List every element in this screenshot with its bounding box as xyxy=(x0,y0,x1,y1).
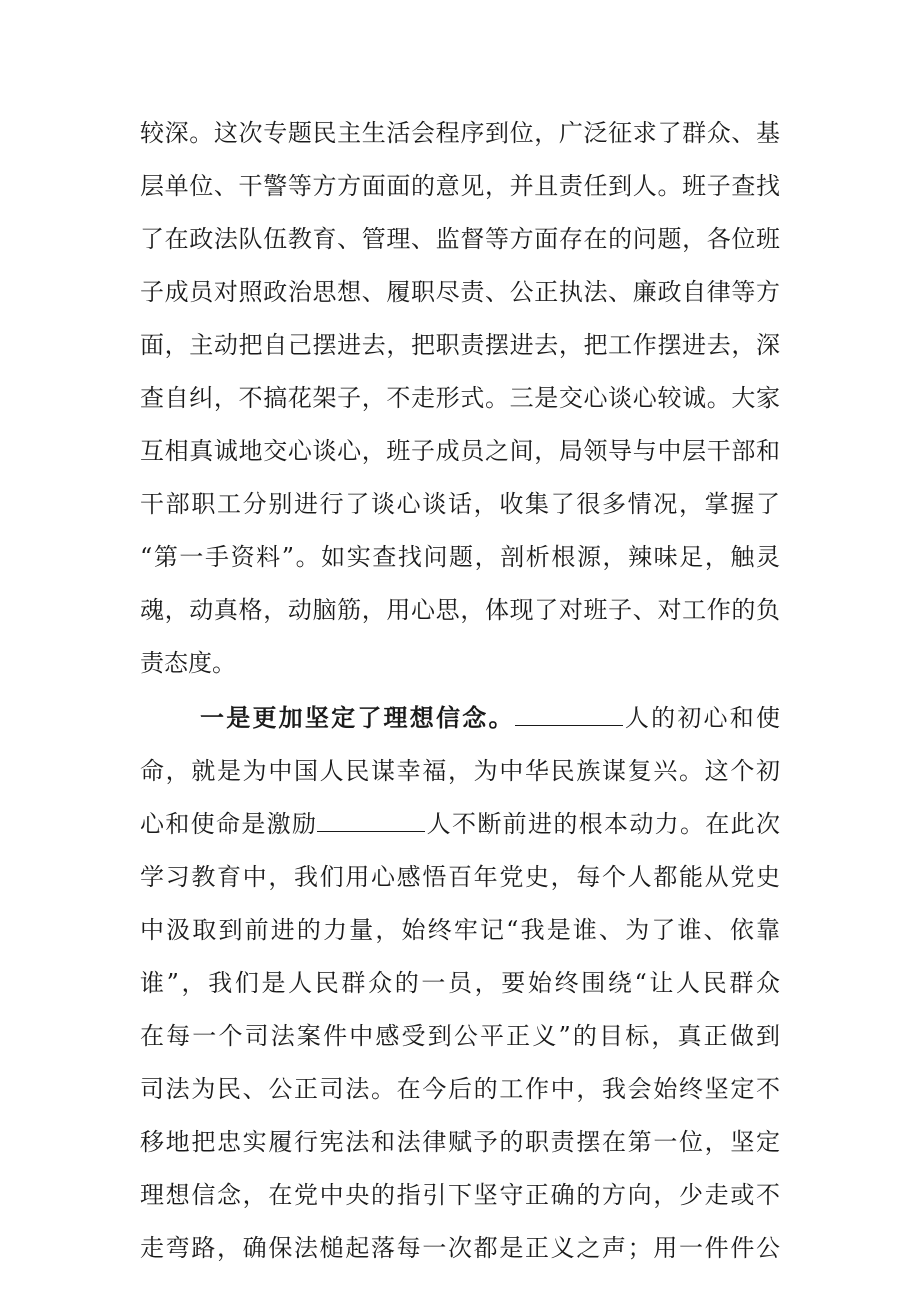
section-heading: 一是更加坚定了理想信念。 xyxy=(200,703,515,732)
paragraph-line: 层单位、干警等方方面面的意见，并且责任到人。班子查找 xyxy=(140,172,780,200)
paragraph-line: 子成员对照政治思想、履职尽责、公正执法、廉政自律等方 xyxy=(140,278,780,306)
paragraph-line: “第一手资料”。如实查找问题，剖析根源，辣味足，触灵 xyxy=(140,543,780,571)
text-span: 人不断前进的根本动力。在此次 xyxy=(425,810,781,838)
paragraph-line: 较深。这次专题民主生活会程序到位，广泛征求了群众、基 xyxy=(140,119,780,147)
paragraph-line: 责态度。 xyxy=(140,649,236,677)
paragraph-line: 命，就是为中国人民谋幸福，为中华民族谋复兴。这个初 xyxy=(140,757,780,785)
paragraph-line: 互相真诚地交心谈心，班子成员之间，局领导与中层干部和 xyxy=(140,437,780,465)
text-span: 人的初心和使 xyxy=(622,704,781,732)
blank-underline xyxy=(317,809,425,832)
blank-underline xyxy=(515,703,623,726)
paragraph-line: 魂，动真格，动脑筋，用心思，体现了对班子、对工作的负 xyxy=(140,596,780,624)
paragraph-line: 移地把忠实履行宪法和法律赋予的职责摆在第一位，坚定 xyxy=(140,1128,780,1156)
paragraph-line-heading xyxy=(200,703,780,733)
paragraph-line: 干部职工分别进行了谈心谈话，收集了很多情况，掌握了 xyxy=(140,490,780,518)
paragraph-line: 在每一个司法案件中感受到公平正义”的目标，真正做到 xyxy=(140,1022,780,1050)
paragraph-line: 查自纠，不搞花架子，不走形式。三是交心谈心较诚。大家 xyxy=(140,384,780,412)
paragraph-line: 司法为民、公正司法。在今后的工作中，我会始终坚定不 xyxy=(140,1075,780,1103)
paragraph-line: 中汲取到前进的力量，始终牢记“我是谁、为了谁、依靠 xyxy=(140,916,780,944)
paragraph-line: 了在政法队伍教育、管理、监督等方面存在的问题，各位班 xyxy=(140,225,780,253)
paragraph-line: 谁”，我们是人民群众的一员，要始终围绕“让人民群众 xyxy=(140,969,780,997)
paragraph-line: 面，主动把自己摆进去，把职责摆进去，把工作摆进去，深 xyxy=(140,331,780,359)
text-span: 心和使命是激励 xyxy=(140,810,318,838)
paragraph-line: 学习教育中，我们用心感悟百年党史，每个人都能从党史 xyxy=(140,863,780,891)
paragraph-line-with-blank xyxy=(140,809,780,839)
paragraph-line: 理想信念，在党中央的指引下坚守正确的方向，少走或不 xyxy=(140,1181,780,1209)
paragraph-line: 走弯路，确保法槌起落每一次都是正义之声；用一件件公 xyxy=(140,1234,780,1262)
